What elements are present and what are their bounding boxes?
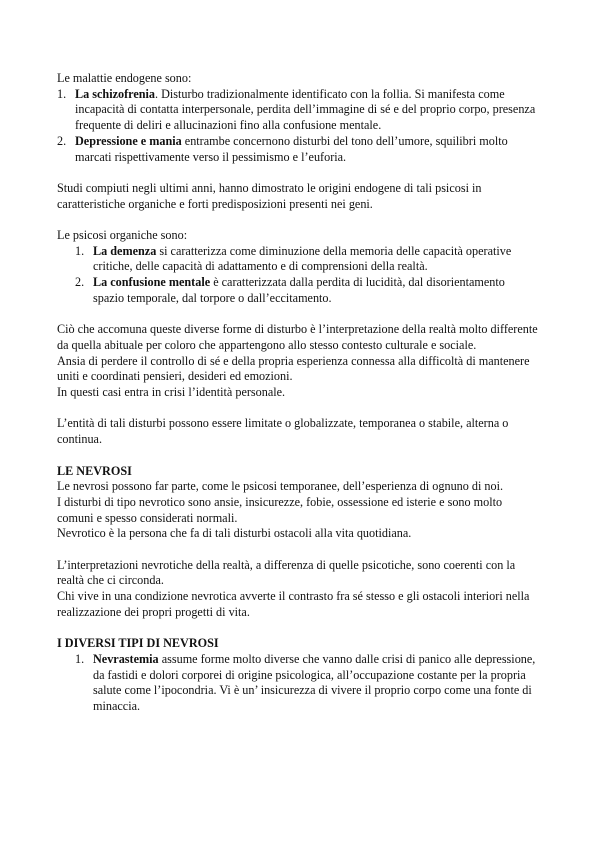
list-number: 1. <box>57 86 67 101</box>
list-item <box>57 275 539 306</box>
common-trait-paragraph: Ciò che accomuna queste diverse forme di disturbo è l’interpretazione della realtà molto differente da quella abituale per coloro che appartengono allo stesso contesto culturale e sociale. <box>57 322 538 352</box>
identity-paragraph: In questi casi entra in crisi l’identità personale. <box>57 385 286 400</box>
section-heading-nevrosi: LE NEVROSI <box>57 463 132 478</box>
list-number: 1. <box>75 243 85 258</box>
list-item <box>57 244 539 275</box>
list-term: La confusione mentale <box>93 275 211 290</box>
organic-intro: Le psicosi organiche sono: <box>57 228 188 242</box>
list-text: entrambe concernono disturbi del tono dell’umore, squilibri molto marcati rispettivamente verso il pessimismo e l’euforia. <box>75 133 508 164</box>
list-term: Nevrastemia <box>93 651 159 666</box>
nevrosi-paragraph: Le nevrosi possono far parte, come le psicosi temporanee, dell’esperienza di ognuno di noi. <box>57 479 504 494</box>
nevrosi-paragraph: Nevrotico è la persona che fa di tali disturbi ostacoli alla vita quotidiana. <box>57 526 412 541</box>
nevrosi-paragraph: L’interpretazioni nevrotiche della realtà, a differenza di quelle psicotiche, sono coerenti con la realtà che ci circonda. <box>57 557 516 588</box>
list-item <box>57 87 539 134</box>
tipi-list <box>57 652 539 715</box>
endogenous-list <box>57 87 539 166</box>
document-page <box>57 71 539 715</box>
organic-list <box>57 244 539 307</box>
list-text: assume forme molto diverse che vanno dalle crisi di panico alle depressione, da fastidi e dolori corporei di origine psicologica, all’occupazione costante per la propria salute come l’ipocondria. Vi è un’ insicurezza di vivere il proprio corpo come una fonte di minaccia. <box>93 651 536 714</box>
anxiety-paragraph: Ansia di perdere il controllo di sé e della propria esperienza connessa alla difficoltà di mantenere uniti e coordinati pensieri, desideri ed emozioni. <box>57 353 530 384</box>
extent-paragraph: L’entità di tali disturbi possono essere limitate o globalizzate, temporanea o stabile, alterna o continua. <box>57 416 509 447</box>
list-number: 2. <box>57 133 67 148</box>
section-heading-tipi: I DIVERSI TIPI DI NEVROSI <box>57 636 219 651</box>
nevrosi-paragraph: Chi vive in una condizione nevrotica avverte il contrasto fra sé stesso e gli ostacoli interiori nella realizzazione dei propri progetti di vita. <box>57 589 530 619</box>
list-term: La demenza <box>93 243 157 258</box>
list-number: 2. <box>75 275 85 290</box>
list-text: si caratterizza come diminuzione della memoria delle capacità operative critiche, delle capacità di adattamento e di comprensioni della realtà. <box>93 243 512 274</box>
list-text: è caratterizzata dalla perdita di lucidità, dal disorientamento spazio temporale, dal torpore o dall’eccitamento. <box>93 275 505 305</box>
list-term: La schizofrenia <box>75 86 156 101</box>
studies-paragraph: Studi compiuti negli ultimi anni, hanno dimostrato le origini endogene di tali psicosi in caratteristiche organiche e forti predisposizioni presenti nei geni. <box>57 180 482 211</box>
list-number: 1. <box>75 651 85 666</box>
endogenous-intro: Le malattie endogene sono: <box>57 71 192 85</box>
list-item <box>57 652 539 715</box>
nevrosi-paragraph: I disturbi di tipo nevrotico sono ansie, insicurezze, fobie, ossessione ed isterie e sono molto comuni e spesso considerati normali. <box>57 494 503 525</box>
list-text: . Disturbo tradizionalmente identificato con la follia. Si manifesta come incapacità di contatta interpersonale, perdita dell’immagine di sé e del proprio corpo, presenza frequente di deliri e allucinazioni fino alla confusione mentale. <box>75 86 536 133</box>
list-term: Depressione e mania <box>75 133 182 148</box>
list-item <box>57 134 539 165</box>
